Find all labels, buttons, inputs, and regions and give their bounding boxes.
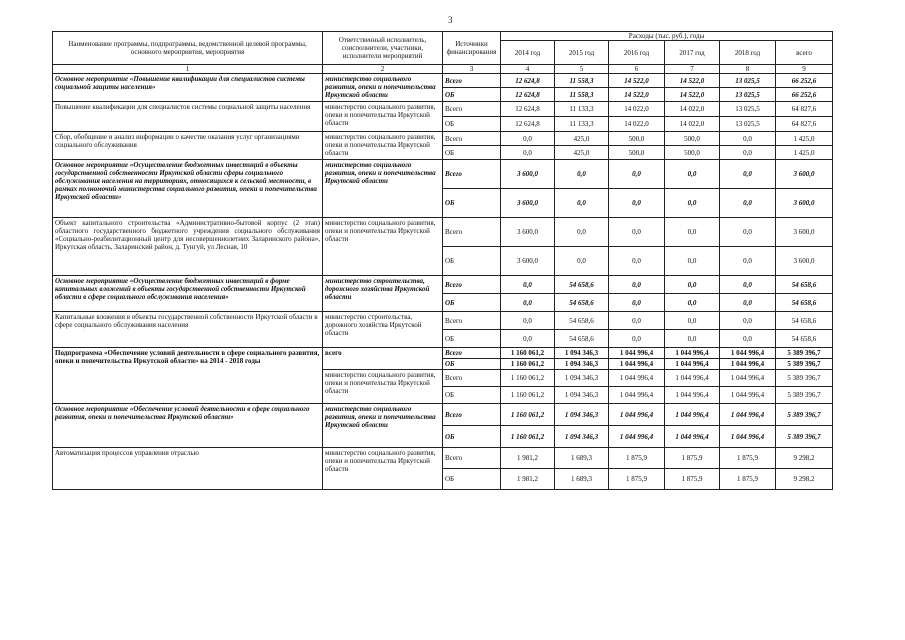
budget-table (52, 31, 833, 490)
row-executor: министерство социального развития, опеки и попечительства Иркутской области (323, 160, 443, 218)
row-value: 0,0 (501, 132, 555, 146)
row-value: 1 160 061,2 (501, 348, 555, 359)
row-source: Всего (443, 74, 501, 88)
row-value: 0,0 (720, 330, 776, 348)
row-value: 5 389 396,7 (776, 426, 833, 448)
table-body (53, 74, 833, 490)
row-value: 5 389 396,7 (776, 387, 833, 404)
row-value: 1 875,9 (720, 469, 776, 490)
row-value: 11 133,3 (555, 117, 609, 132)
row-value: 1 044 996,4 (665, 359, 720, 370)
header-name: Наименование программы, подпрограммы, ведомственной целевой программы, основного мероприятия, мероприятия (53, 32, 323, 65)
row-value: 54 658,6 (776, 330, 833, 348)
row-value: 1 094 346,3 (555, 370, 609, 387)
row-value: 0,0 (501, 312, 555, 330)
index-cell: 6 (609, 65, 665, 74)
row-value: 0,0 (665, 189, 720, 218)
page-number: 3 (448, 15, 453, 25)
row-executor: министерство социального развития, опеки и попечительства Иркутской области (323, 102, 443, 132)
row-value: 0,0 (501, 330, 555, 348)
row-value: 11 558,3 (555, 88, 609, 102)
table-row (53, 160, 833, 189)
row-value: 3 600,0 (501, 218, 555, 247)
row-value: 1 044 996,4 (720, 387, 776, 404)
row-source: Всего (443, 312, 501, 330)
index-cell: 5 (555, 65, 609, 74)
row-value: 0,0 (609, 330, 665, 348)
row-value: 66 252,6 (776, 74, 833, 88)
row-source: ОБ (443, 88, 501, 102)
row-source: ОБ (443, 117, 501, 132)
row-source: ОБ (443, 146, 501, 160)
row-value: 14 522,0 (665, 74, 720, 88)
row-value: 0,0 (501, 276, 555, 294)
row-value: 3 600,0 (776, 247, 833, 276)
row-value: 1 044 996,4 (665, 387, 720, 404)
table-row (53, 312, 833, 330)
row-name: Подпрограмма «Обеспечение условий деятельности в сфере социального развития, опеки и попечительства Иркутской области» на 2014 - 2018 годы (53, 348, 323, 404)
row-executor: министерство социального развития, опеки и попечительства Иркутской области (323, 404, 443, 448)
row-value: 1 044 996,4 (609, 359, 665, 370)
table-row (53, 132, 833, 146)
row-source: Всего (443, 404, 501, 426)
table-row (53, 218, 833, 247)
row-value: 1 094 346,3 (555, 359, 609, 370)
row-value: 1 875,9 (720, 448, 776, 469)
row-name: Объект капитального строительства «Административно-бытовой корпус (2 этап) областного государственного бюджетного учреждения социального обслуживания «Социально-реабилитационный центр для несовершеннолетних Заларинского района», Иркутская область, Заларинский район, д. Тунгуй, ул Лесная, 10 (53, 218, 323, 276)
row-source: ОБ (443, 330, 501, 348)
row-value: 0,0 (665, 218, 720, 247)
row-value: 0,0 (720, 160, 776, 189)
row-value: 66 252,6 (776, 88, 833, 102)
row-value: 11 133,3 (555, 102, 609, 117)
header-year: 2015 год (555, 41, 609, 65)
row-value: 500,0 (665, 132, 720, 146)
row-value: 5 389 396,7 (776, 359, 833, 370)
row-value: 1 160 061,2 (501, 387, 555, 404)
row-name: Основное мероприятие «Осуществление бюджетных инвестиций в объекты государственной собственности Иркутской области сферы социального обслуживания населения на территориях, относящихся к сельской местности, в рамках полномочий министерства социального развития, опеки и попечительства Иркутской области» (53, 160, 323, 218)
row-value: 0,0 (555, 218, 609, 247)
row-value: 14 022,0 (609, 102, 665, 117)
row-value: 1 044 996,4 (720, 404, 776, 426)
row-value: 1 094 346,3 (555, 404, 609, 426)
row-value: 1 044 996,4 (665, 348, 720, 359)
row-name: Основное мероприятие «Обеспечение условий деятельности в сфере социального развития, опеки и попечительства Иркутской области» (53, 404, 323, 448)
row-value: 1 875,9 (609, 448, 665, 469)
row-value: 0,0 (665, 312, 720, 330)
row-value: 54 658,6 (555, 276, 609, 294)
header-row (53, 32, 833, 41)
row-value: 1 875,9 (665, 448, 720, 469)
row-value: 1 044 996,4 (720, 370, 776, 387)
row-value: 54 658,6 (776, 294, 833, 312)
row-value: 0,0 (720, 218, 776, 247)
row-value: 0,0 (720, 247, 776, 276)
row-value: 1 044 996,4 (665, 404, 720, 426)
row-value: 3 600,0 (501, 247, 555, 276)
row-value: 14 022,0 (665, 102, 720, 117)
row-value: 1 689,3 (555, 469, 609, 490)
row-value: 1 981,2 (501, 469, 555, 490)
row-value: 0,0 (665, 294, 720, 312)
row-value: 9 298,2 (776, 448, 833, 469)
row-value: 1 044 996,4 (720, 359, 776, 370)
row-value: 0,0 (609, 218, 665, 247)
row-value: 0,0 (609, 276, 665, 294)
index-cell: 8 (720, 65, 776, 74)
row-source: ОБ (443, 294, 501, 312)
row-value: 500,0 (665, 146, 720, 160)
index-cell: 2 (323, 65, 443, 74)
header-executor: Ответственный исполнитель, соисполнители, участники, исполнители мероприятий (323, 32, 443, 65)
index-cell: 1 (53, 65, 323, 74)
row-value: 0,0 (665, 160, 720, 189)
row-value: 14 522,0 (609, 88, 665, 102)
row-source: ОБ (443, 189, 501, 218)
row-value: 1 160 061,2 (501, 404, 555, 426)
table-row (53, 102, 833, 117)
row-value: 54 658,6 (776, 276, 833, 294)
row-source: Всего (443, 370, 501, 387)
index-cell: 4 (501, 65, 555, 74)
index-cell: 9 (776, 65, 833, 74)
row-value: 0,0 (609, 247, 665, 276)
index-row (53, 65, 833, 74)
row-value: 64 827,6 (776, 102, 833, 117)
row-value: 1 044 996,4 (609, 426, 665, 448)
table-row (53, 74, 833, 88)
row-value: 64 827,6 (776, 117, 833, 132)
table-row (53, 348, 833, 359)
row-name: Сбор, обобщение и анализ информации о качестве оказания услуг организациями социального обслуживания (53, 132, 323, 160)
header-year: 2014 год (501, 41, 555, 65)
row-value: 3 600,0 (501, 189, 555, 218)
row-value: 3 600,0 (776, 218, 833, 247)
row-executor: министерство социального развития, опеки и попечительства Иркутской области (323, 218, 443, 276)
row-value: 0,0 (555, 189, 609, 218)
row-value: 1 875,9 (609, 469, 665, 490)
row-value: 13 025,5 (720, 88, 776, 102)
row-name: Основное мероприятие «Повышение квалификации для специалистов системы социальной защиты населения» (53, 74, 323, 102)
row-value: 1 044 996,4 (720, 426, 776, 448)
row-executor: министерство социального развития, опеки и попечительства Иркутской области (323, 74, 443, 102)
row-value: 14 022,0 (609, 117, 665, 132)
row-value: 1 044 996,4 (609, 348, 665, 359)
row-source: Всего (443, 102, 501, 117)
row-value: 13 025,5 (720, 102, 776, 117)
row-value: 0,0 (720, 294, 776, 312)
header-source: Источники финансирования (443, 32, 501, 65)
row-value: 425,0 (555, 132, 609, 146)
row-value: 54 658,6 (555, 330, 609, 348)
row-value: 1 094 346,3 (555, 387, 609, 404)
row-name: Автоматизация процессов управления отраслью (53, 448, 323, 490)
row-value: 5 389 396,7 (776, 348, 833, 359)
row-source: Всего (443, 160, 501, 189)
row-executor: министерство социального развития, опеки и попечительства Иркутской области (323, 448, 443, 490)
row-executor: министерство социального развития, опеки и попечительства Иркутской области (323, 370, 443, 404)
table-row (53, 448, 833, 469)
header-expenses: Расходы (тыс. руб.), годы (501, 32, 833, 41)
row-value: 14 022,0 (665, 117, 720, 132)
row-value: 0,0 (555, 160, 609, 189)
row-executor: министерство строительства, дорожного хозяйства Иркутской области (323, 312, 443, 348)
row-value: 13 025,5 (720, 117, 776, 132)
row-value: 0,0 (720, 276, 776, 294)
row-value: 5 389 396,7 (776, 404, 833, 426)
row-source: Всего (443, 218, 501, 247)
row-value: 0,0 (609, 312, 665, 330)
row-source: Всего (443, 348, 501, 359)
row-value: 500,0 (609, 132, 665, 146)
row-source: Всего (443, 448, 501, 469)
row-value: 3 600,0 (501, 160, 555, 189)
header-year: 2017 год (665, 41, 720, 65)
row-value: 0,0 (720, 132, 776, 146)
row-source: Всего (443, 276, 501, 294)
row-value: 1 425,0 (776, 146, 833, 160)
row-value: 1 044 996,4 (665, 370, 720, 387)
row-source: ОБ (443, 426, 501, 448)
header-year: 2016 год (609, 41, 665, 65)
row-name: Повышение квалификации для специалистов системы социальной защиты населения (53, 102, 323, 132)
row-value: 13 025,5 (720, 74, 776, 88)
row-value: 1 689,3 (555, 448, 609, 469)
row-value: 12 624,8 (501, 74, 555, 88)
row-name: Основное мероприятие «Осуществление бюджетных инвестиций в форме капитальных вложений в объекты государственной собственности Иркутской области в сфере социального обслуживания населения» (53, 276, 323, 312)
row-value: 11 558,3 (555, 74, 609, 88)
row-source: ОБ (443, 247, 501, 276)
row-value: 1 044 996,4 (720, 348, 776, 359)
row-value: 54 658,6 (555, 294, 609, 312)
row-value: 0,0 (609, 160, 665, 189)
row-value: 14 522,0 (665, 88, 720, 102)
row-value: 500,0 (609, 146, 665, 160)
row-executor: министерство социального развития, опеки и попечительства Иркутской области (323, 132, 443, 160)
row-executor-all: всего (323, 348, 443, 370)
row-value: 1 160 061,2 (501, 370, 555, 387)
row-value: 0,0 (555, 247, 609, 276)
row-value: 14 522,0 (609, 74, 665, 88)
row-value: 3 600,0 (776, 189, 833, 218)
row-value: 12 624,8 (501, 102, 555, 117)
row-value: 0,0 (665, 330, 720, 348)
row-value: 0,0 (609, 294, 665, 312)
row-value: 0,0 (720, 146, 776, 160)
row-value: 1 094 346,3 (555, 426, 609, 448)
row-value: 12 624,8 (501, 117, 555, 132)
row-value: 1 875,9 (665, 469, 720, 490)
row-source: Всего (443, 132, 501, 146)
index-cell: 3 (443, 65, 501, 74)
row-value: 0,0 (720, 312, 776, 330)
row-executor: министерство строительства, дорожного хозяйства Иркутской области (323, 276, 443, 312)
row-value: 1 044 996,4 (665, 426, 720, 448)
row-value: 1 044 996,4 (609, 404, 665, 426)
row-source: ОБ (443, 387, 501, 404)
row-value: 425,0 (555, 146, 609, 160)
row-value: 1 160 061,2 (501, 359, 555, 370)
row-value: 0,0 (665, 247, 720, 276)
row-value: 9 298,2 (776, 469, 833, 490)
row-source: ОБ (443, 469, 501, 490)
row-value: 1 981,2 (501, 448, 555, 469)
row-name: Капитальные вложения в объекты государственной собственности Иркутской области в сфере социального обслуживания населения (53, 312, 323, 348)
index-cell: 7 (665, 65, 720, 74)
table-row (53, 404, 833, 426)
row-source: ОБ (443, 359, 501, 370)
row-value: 12 624,8 (501, 88, 555, 102)
header-year-total: всего (776, 41, 833, 65)
row-value: 54 658,6 (776, 312, 833, 330)
row-value: 1 425,0 (776, 132, 833, 146)
row-value: 1 160 061,2 (501, 426, 555, 448)
table-row (53, 276, 833, 294)
row-value: 0,0 (501, 146, 555, 160)
row-value: 0,0 (609, 189, 665, 218)
row-value: 54 658,6 (555, 312, 609, 330)
row-value: 0,0 (501, 294, 555, 312)
row-value: 0,0 (720, 189, 776, 218)
header-year: 2018 год (720, 41, 776, 65)
row-value: 5 389 396,7 (776, 370, 833, 387)
row-value: 0,0 (665, 276, 720, 294)
row-value: 1 094 346,3 (555, 348, 609, 359)
row-value: 3 600,0 (776, 160, 833, 189)
row-value: 1 044 996,4 (609, 387, 665, 404)
row-value: 1 044 996,4 (609, 370, 665, 387)
